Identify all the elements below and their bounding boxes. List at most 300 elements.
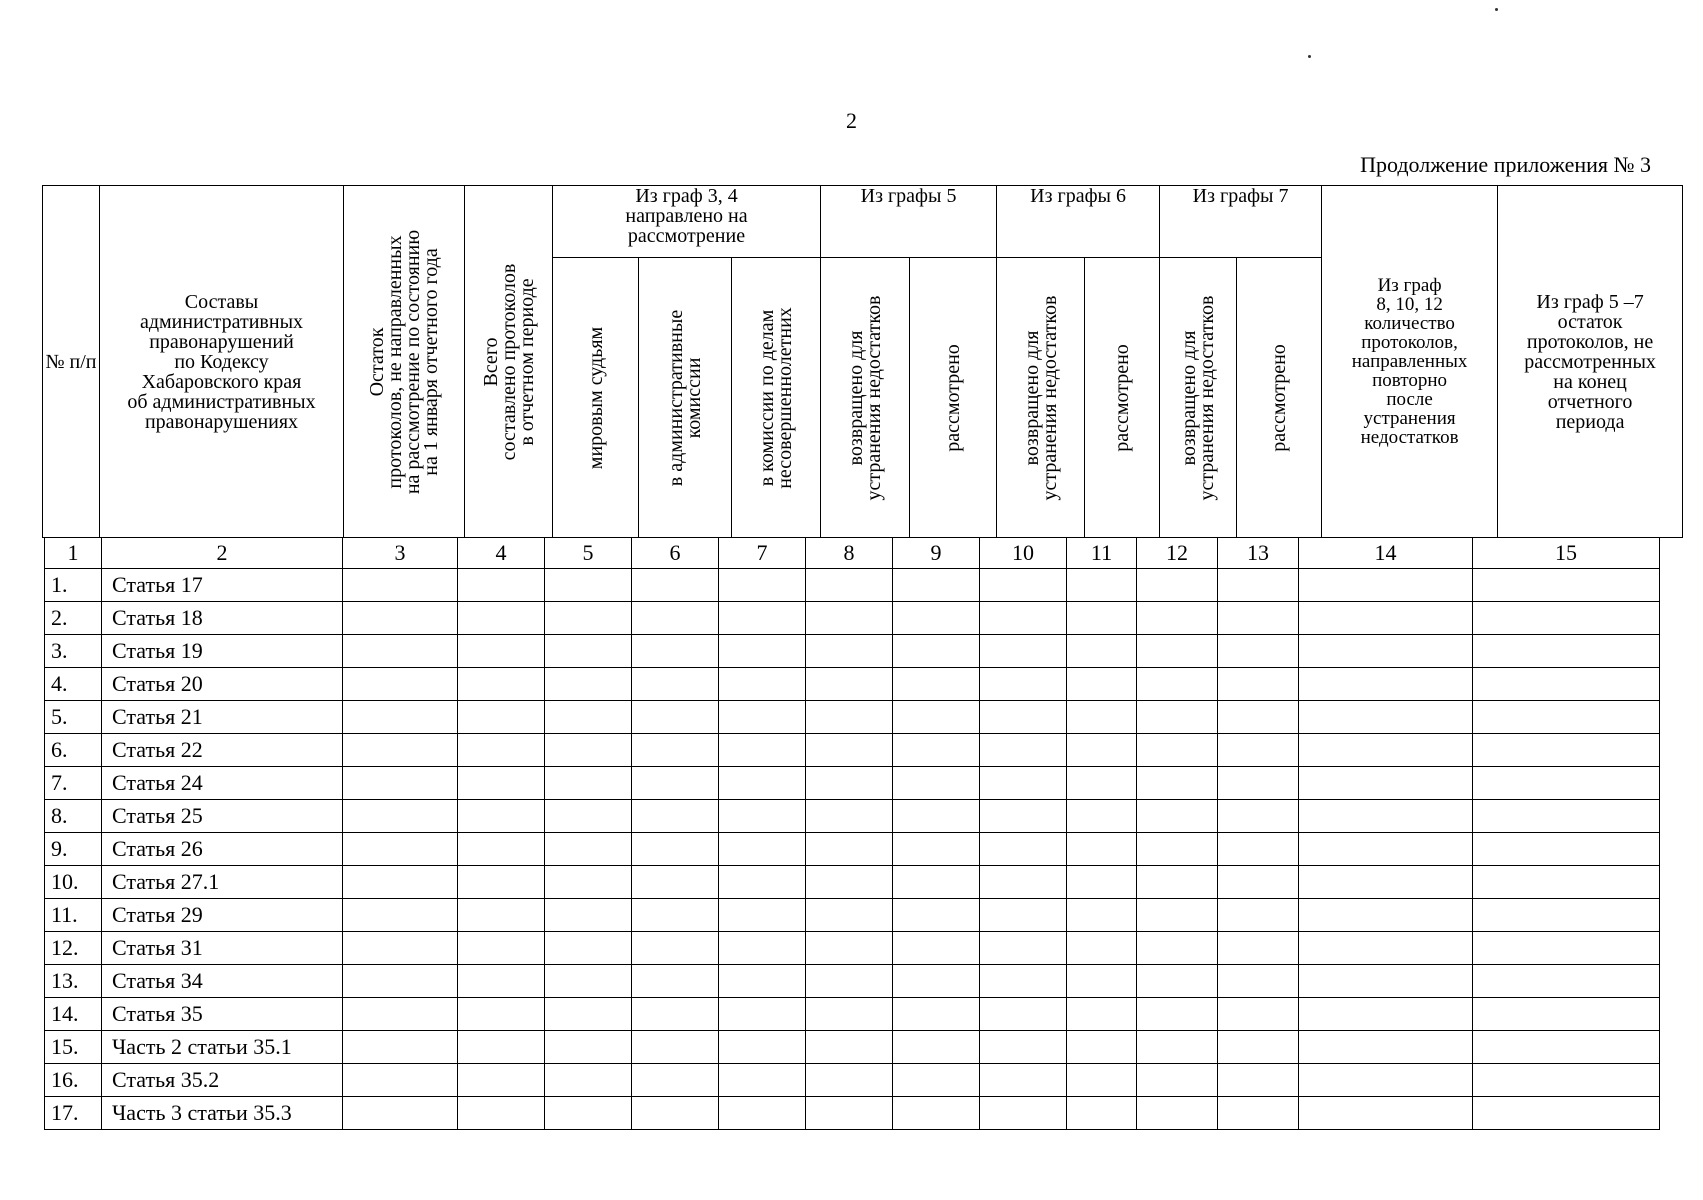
- data-cell[interactable]: [632, 866, 719, 899]
- data-cell[interactable]: [1137, 800, 1218, 833]
- data-cell[interactable]: [1473, 866, 1660, 899]
- data-cell[interactable]: [980, 602, 1067, 635]
- header-col-8: возвращено для устранения недостатков: [821, 258, 910, 538]
- data-cell[interactable]: [980, 1031, 1067, 1064]
- header-col-14: Из граф 8, 10, 12 количество протоколов, направленных повторно после устранения недостатков: [1322, 186, 1498, 538]
- column-number: 7: [719, 538, 806, 569]
- data-cell[interactable]: [343, 800, 458, 833]
- data-cell[interactable]: [632, 569, 719, 602]
- appendix-label: Продолжение приложения № 3: [1360, 152, 1651, 177]
- data-cell[interactable]: [806, 701, 893, 734]
- data-cell[interactable]: [632, 1064, 719, 1097]
- data-cell[interactable]: [632, 734, 719, 767]
- row-article-name: Статья 24: [102, 767, 343, 800]
- data-cell[interactable]: [806, 1031, 893, 1064]
- data-cell[interactable]: [1473, 1031, 1660, 1064]
- data-cell[interactable]: [1067, 1031, 1137, 1064]
- data-cell[interactable]: [1218, 965, 1299, 998]
- data-cell[interactable]: [1137, 734, 1218, 767]
- row-article-name: Статья 26: [102, 833, 343, 866]
- data-cell[interactable]: [893, 1031, 980, 1064]
- column-number: 3: [343, 538, 458, 569]
- data-cell[interactable]: [1067, 701, 1137, 734]
- data-cell[interactable]: [1299, 1031, 1473, 1064]
- data-cell[interactable]: [1299, 899, 1473, 932]
- data-cell[interactable]: [1299, 965, 1473, 998]
- data-cell[interactable]: [343, 932, 458, 965]
- row-article-name: Статья 35: [102, 998, 343, 1031]
- data-cell[interactable]: [1473, 965, 1660, 998]
- row-number: 11.: [45, 899, 102, 932]
- table-row: [45, 932, 1660, 965]
- data-cell[interactable]: [1473, 668, 1660, 701]
- row-article-name: Статья 35.2: [102, 1064, 343, 1097]
- data-cell[interactable]: [1218, 1097, 1299, 1130]
- data-cell[interactable]: [980, 998, 1067, 1031]
- data-cell[interactable]: [458, 800, 545, 833]
- data-cell[interactable]: [1067, 1097, 1137, 1130]
- data-cell[interactable]: [1067, 866, 1137, 899]
- column-number: 13: [1218, 538, 1299, 569]
- table-row: [45, 833, 1660, 866]
- header-col-10: возвращено для устранения недостатков: [997, 258, 1085, 538]
- data-cell[interactable]: [1067, 800, 1137, 833]
- data-cell[interactable]: [893, 635, 980, 668]
- column-number: 4: [458, 538, 545, 569]
- header-col-13: рассмотрено: [1237, 258, 1322, 538]
- data-cell[interactable]: [343, 833, 458, 866]
- data-cell[interactable]: [545, 1097, 632, 1130]
- data-cell[interactable]: [343, 602, 458, 635]
- column-number: 11: [1067, 538, 1137, 569]
- data-cell[interactable]: [1137, 965, 1218, 998]
- data-cell[interactable]: [458, 734, 545, 767]
- data-cell[interactable]: [1299, 932, 1473, 965]
- data-cell[interactable]: [806, 668, 893, 701]
- header-col-3: Остаток протоколов, не направленных на рассмотрение по состоянию на 1 января отчетного года: [344, 186, 465, 538]
- data-cell[interactable]: [1137, 767, 1218, 800]
- data-cell[interactable]: [1218, 1064, 1299, 1097]
- row-number: 17.: [45, 1097, 102, 1130]
- data-cell[interactable]: [893, 1097, 980, 1130]
- data-cell[interactable]: [1137, 932, 1218, 965]
- data-cell[interactable]: [343, 701, 458, 734]
- data-cell[interactable]: [545, 998, 632, 1031]
- data-cell[interactable]: [458, 932, 545, 965]
- table-row: [45, 734, 1660, 767]
- data-cell[interactable]: [719, 668, 806, 701]
- column-number: 12: [1137, 538, 1218, 569]
- data-cell[interactable]: [1137, 1031, 1218, 1064]
- data-cell[interactable]: [545, 1031, 632, 1064]
- data-cell[interactable]: [632, 800, 719, 833]
- data-cell[interactable]: [1473, 1064, 1660, 1097]
- table-row: [45, 569, 1660, 602]
- data-cell[interactable]: [632, 1097, 719, 1130]
- data-cell[interactable]: [980, 734, 1067, 767]
- row-article-name: Часть 3 статьи 35.3: [102, 1097, 343, 1130]
- data-cell[interactable]: [719, 1097, 806, 1130]
- data-cell[interactable]: [893, 767, 980, 800]
- header-col-12: возвращено для устранения недостатков: [1160, 258, 1237, 538]
- row-number: 1.: [45, 569, 102, 602]
- data-cell[interactable]: [1299, 767, 1473, 800]
- data-cell[interactable]: [545, 833, 632, 866]
- data-cell[interactable]: [458, 668, 545, 701]
- data-cell[interactable]: [458, 1031, 545, 1064]
- data-cell[interactable]: [1137, 602, 1218, 635]
- data-cell[interactable]: [1137, 899, 1218, 932]
- data-cell[interactable]: [893, 668, 980, 701]
- data-cell[interactable]: [719, 965, 806, 998]
- data-cell[interactable]: [1067, 635, 1137, 668]
- header-col-no: № п/п: [43, 186, 100, 538]
- data-cell[interactable]: [980, 932, 1067, 965]
- header-col-11: рассмотрено: [1085, 258, 1160, 538]
- data-cell[interactable]: [458, 701, 545, 734]
- row-number: 16.: [45, 1064, 102, 1097]
- row-article-name: Статья 31: [102, 932, 343, 965]
- row-number: 9.: [45, 833, 102, 866]
- data-cell[interactable]: [719, 734, 806, 767]
- data-cell[interactable]: [343, 1097, 458, 1130]
- data-cell[interactable]: [458, 569, 545, 602]
- data-cell[interactable]: [1218, 734, 1299, 767]
- data-cell[interactable]: [1299, 800, 1473, 833]
- data-cell[interactable]: [1067, 899, 1137, 932]
- data-cell[interactable]: [719, 866, 806, 899]
- data-cell[interactable]: [1299, 635, 1473, 668]
- data-cell[interactable]: [1067, 767, 1137, 800]
- data-cell[interactable]: [893, 1064, 980, 1097]
- data-cell[interactable]: [1067, 1064, 1137, 1097]
- data-cell[interactable]: [719, 701, 806, 734]
- data-cell[interactable]: [1473, 734, 1660, 767]
- data-cell[interactable]: [1137, 635, 1218, 668]
- data-cell[interactable]: [980, 1064, 1067, 1097]
- data-cell[interactable]: [1299, 1064, 1473, 1097]
- data-cell[interactable]: [1299, 569, 1473, 602]
- data-cell[interactable]: [1473, 932, 1660, 965]
- row-article-name: Статья 25: [102, 800, 343, 833]
- data-cell[interactable]: [806, 569, 893, 602]
- row-number: 5.: [45, 701, 102, 734]
- data-cell[interactable]: [1299, 866, 1473, 899]
- data-cell[interactable]: [893, 899, 980, 932]
- data-cell[interactable]: [632, 833, 719, 866]
- data-cell[interactable]: [343, 965, 458, 998]
- data-cell[interactable]: [1218, 1031, 1299, 1064]
- data-cell[interactable]: [545, 767, 632, 800]
- data-cell[interactable]: [806, 767, 893, 800]
- data-cell[interactable]: [806, 800, 893, 833]
- row-number: 7.: [45, 767, 102, 800]
- data-cell[interactable]: [545, 866, 632, 899]
- data-cell[interactable]: [458, 1064, 545, 1097]
- row-article-name: Статья 22: [102, 734, 343, 767]
- data-cell[interactable]: [1218, 635, 1299, 668]
- data-cell[interactable]: [632, 635, 719, 668]
- table-row: [45, 602, 1660, 635]
- data-cell[interactable]: [1299, 833, 1473, 866]
- data-cell[interactable]: [1218, 899, 1299, 932]
- data-table: [44, 537, 1660, 1130]
- data-cell[interactable]: [1218, 668, 1299, 701]
- data-cell[interactable]: [980, 1097, 1067, 1130]
- data-cell[interactable]: [980, 569, 1067, 602]
- data-cell[interactable]: [545, 602, 632, 635]
- column-number: 9: [893, 538, 980, 569]
- data-cell[interactable]: [1473, 833, 1660, 866]
- data-cell[interactable]: [893, 800, 980, 833]
- data-cell[interactable]: [893, 602, 980, 635]
- data-cell[interactable]: [806, 866, 893, 899]
- data-cell[interactable]: [719, 833, 806, 866]
- data-cell[interactable]: [343, 1064, 458, 1097]
- data-cell[interactable]: [806, 965, 893, 998]
- data-cell[interactable]: [458, 866, 545, 899]
- data-cell[interactable]: [719, 569, 806, 602]
- data-cell[interactable]: [545, 800, 632, 833]
- table-row: [45, 800, 1660, 833]
- data-cell[interactable]: [806, 998, 893, 1031]
- column-number: 2: [102, 538, 343, 569]
- data-cell[interactable]: [893, 833, 980, 866]
- data-cell[interactable]: [1218, 932, 1299, 965]
- data-cell[interactable]: [1218, 569, 1299, 602]
- data-cell[interactable]: [545, 668, 632, 701]
- data-cell[interactable]: [1067, 965, 1137, 998]
- header-col-5: мировым судьям: [553, 258, 639, 538]
- row-article-name: Статья 20: [102, 668, 343, 701]
- row-article-name: Статья 18: [102, 602, 343, 635]
- scan-speck: [1308, 55, 1311, 58]
- table-row: [45, 965, 1660, 998]
- data-cell[interactable]: [1473, 800, 1660, 833]
- data-cell[interactable]: [719, 932, 806, 965]
- data-cell[interactable]: [719, 800, 806, 833]
- data-cell[interactable]: [980, 866, 1067, 899]
- data-cell[interactable]: [1473, 767, 1660, 800]
- header-col-6: в административные комиссии: [639, 258, 732, 538]
- column-number: 10: [980, 538, 1067, 569]
- header-group-10-11: Из графы 6: [997, 186, 1160, 258]
- row-number: 3.: [45, 635, 102, 668]
- data-cell[interactable]: [806, 602, 893, 635]
- row-number: 10.: [45, 866, 102, 899]
- row-number: 12.: [45, 932, 102, 965]
- data-cell[interactable]: [545, 635, 632, 668]
- data-cell[interactable]: [806, 1097, 893, 1130]
- data-cell[interactable]: [1067, 998, 1137, 1031]
- data-cell[interactable]: [1299, 734, 1473, 767]
- column-number: 5: [545, 538, 632, 569]
- data-cell[interactable]: [458, 767, 545, 800]
- row-article-name: Статья 34: [102, 965, 343, 998]
- data-cell[interactable]: [719, 635, 806, 668]
- data-cell[interactable]: [1137, 1064, 1218, 1097]
- data-cell[interactable]: [806, 1064, 893, 1097]
- data-cell[interactable]: [1137, 833, 1218, 866]
- data-cell[interactable]: [980, 899, 1067, 932]
- data-cell[interactable]: [458, 965, 545, 998]
- data-cell[interactable]: [545, 569, 632, 602]
- row-article-name: Статья 21: [102, 701, 343, 734]
- header-col-9: рассмотрено: [910, 258, 997, 538]
- data-cell[interactable]: [458, 899, 545, 932]
- row-article-name: Статья 29: [102, 899, 343, 932]
- data-cell[interactable]: [1299, 998, 1473, 1031]
- data-cell[interactable]: [980, 833, 1067, 866]
- data-cell[interactable]: [719, 1031, 806, 1064]
- data-cell[interactable]: [1473, 602, 1660, 635]
- data-cell[interactable]: [458, 833, 545, 866]
- scan-speck: [1495, 8, 1498, 11]
- data-cell[interactable]: [980, 635, 1067, 668]
- table-row: [45, 767, 1660, 800]
- header-group-5-7: Из граф 3, 4 направлено на рассмотрение: [553, 186, 821, 258]
- data-cell[interactable]: [1473, 635, 1660, 668]
- data-cell[interactable]: [458, 998, 545, 1031]
- column-number: 15: [1473, 538, 1660, 569]
- data-cell[interactable]: [632, 668, 719, 701]
- data-cell[interactable]: [893, 701, 980, 734]
- data-cell[interactable]: [1067, 833, 1137, 866]
- row-article-name: Статья 17: [102, 569, 343, 602]
- data-cell[interactable]: [545, 1064, 632, 1097]
- data-cell[interactable]: [806, 932, 893, 965]
- data-cell[interactable]: [632, 899, 719, 932]
- row-article-name: Часть 2 статьи 35.1: [102, 1031, 343, 1064]
- data-cell[interactable]: [719, 899, 806, 932]
- data-cell[interactable]: [1137, 1097, 1218, 1130]
- table-row: [45, 998, 1660, 1031]
- data-cell[interactable]: [1299, 602, 1473, 635]
- data-cell[interactable]: [1067, 932, 1137, 965]
- data-cell[interactable]: [980, 767, 1067, 800]
- data-cell[interactable]: [893, 734, 980, 767]
- data-cell[interactable]: [1137, 998, 1218, 1031]
- data-cell[interactable]: [343, 635, 458, 668]
- data-cell[interactable]: [1137, 701, 1218, 734]
- header-col-name: Составы административных правонарушений по Кодексу Хабаровского края об административных правонарушениях: [100, 186, 344, 538]
- data-cell[interactable]: [1218, 866, 1299, 899]
- data-cell[interactable]: [980, 965, 1067, 998]
- header-group-12-13: Из графы 7: [1160, 186, 1322, 258]
- data-cell[interactable]: [343, 569, 458, 602]
- data-cell[interactable]: [632, 767, 719, 800]
- data-cell[interactable]: [1473, 569, 1660, 602]
- data-cell[interactable]: [458, 1097, 545, 1130]
- row-number: 13.: [45, 965, 102, 998]
- data-cell[interactable]: [1473, 701, 1660, 734]
- header-col-15: Из граф 5 –7 остаток протоколов, не рассмотренных на конец отчетного периода: [1498, 186, 1683, 538]
- column-number-row: [45, 538, 1660, 569]
- table-row: [45, 899, 1660, 932]
- data-cell[interactable]: [719, 998, 806, 1031]
- data-cell[interactable]: [806, 899, 893, 932]
- data-cell[interactable]: [1299, 668, 1473, 701]
- data-cell[interactable]: [632, 998, 719, 1031]
- data-cell[interactable]: [1299, 701, 1473, 734]
- data-cell[interactable]: [1137, 866, 1218, 899]
- data-cell[interactable]: [1067, 668, 1137, 701]
- data-cell[interactable]: [545, 734, 632, 767]
- data-cell[interactable]: [806, 734, 893, 767]
- data-cell[interactable]: [806, 635, 893, 668]
- data-cell[interactable]: [980, 800, 1067, 833]
- data-cell[interactable]: [632, 965, 719, 998]
- data-cell[interactable]: [545, 899, 632, 932]
- data-cell[interactable]: [719, 1064, 806, 1097]
- data-cell[interactable]: [719, 767, 806, 800]
- data-cell[interactable]: [1067, 569, 1137, 602]
- table-row: [45, 1064, 1660, 1097]
- data-cell[interactable]: [343, 998, 458, 1031]
- data-cell[interactable]: [545, 701, 632, 734]
- data-cell[interactable]: [893, 569, 980, 602]
- data-cell[interactable]: [1473, 1097, 1660, 1130]
- data-cell[interactable]: [1137, 668, 1218, 701]
- data-cell[interactable]: [343, 1031, 458, 1064]
- data-cell[interactable]: [343, 734, 458, 767]
- table-row: [45, 635, 1660, 668]
- data-cell[interactable]: [1473, 998, 1660, 1031]
- data-cell[interactable]: [1218, 833, 1299, 866]
- data-cell[interactable]: [980, 668, 1067, 701]
- table-row: [45, 1031, 1660, 1064]
- data-cell[interactable]: [1218, 767, 1299, 800]
- column-number: 14: [1299, 538, 1473, 569]
- header-col-7: в комиссии по делам несовершеннолетних: [732, 258, 821, 538]
- data-cell[interactable]: [1218, 602, 1299, 635]
- data-cell[interactable]: [893, 965, 980, 998]
- data-cell[interactable]: [458, 635, 545, 668]
- data-cell[interactable]: [1218, 701, 1299, 734]
- data-cell[interactable]: [893, 866, 980, 899]
- data-cell[interactable]: [545, 965, 632, 998]
- data-cell[interactable]: [632, 602, 719, 635]
- data-cell[interactable]: [545, 932, 632, 965]
- data-cell[interactable]: [343, 899, 458, 932]
- column-number: 1: [45, 538, 102, 569]
- row-number: 6.: [45, 734, 102, 767]
- data-cell[interactable]: [893, 932, 980, 965]
- data-cell[interactable]: [343, 668, 458, 701]
- data-cell[interactable]: [719, 602, 806, 635]
- row-number: 14.: [45, 998, 102, 1031]
- column-number: 8: [806, 538, 893, 569]
- data-cell[interactable]: [1299, 1097, 1473, 1130]
- data-cell[interactable]: [1137, 569, 1218, 602]
- data-cell[interactable]: [1218, 998, 1299, 1031]
- data-cell[interactable]: [893, 998, 980, 1031]
- data-cell[interactable]: [632, 1031, 719, 1064]
- data-cell[interactable]: [1218, 800, 1299, 833]
- data-cell[interactable]: [980, 701, 1067, 734]
- data-cell[interactable]: [343, 866, 458, 899]
- data-cell[interactable]: [1067, 602, 1137, 635]
- data-cell[interactable]: [632, 932, 719, 965]
- table-row: [45, 701, 1660, 734]
- data-cell[interactable]: [1473, 899, 1660, 932]
- data-cell[interactable]: [1067, 734, 1137, 767]
- data-cell[interactable]: [806, 833, 893, 866]
- data-cell[interactable]: [458, 602, 545, 635]
- page-number: 2: [846, 108, 857, 133]
- data-cell[interactable]: [632, 701, 719, 734]
- data-cell[interactable]: [343, 767, 458, 800]
